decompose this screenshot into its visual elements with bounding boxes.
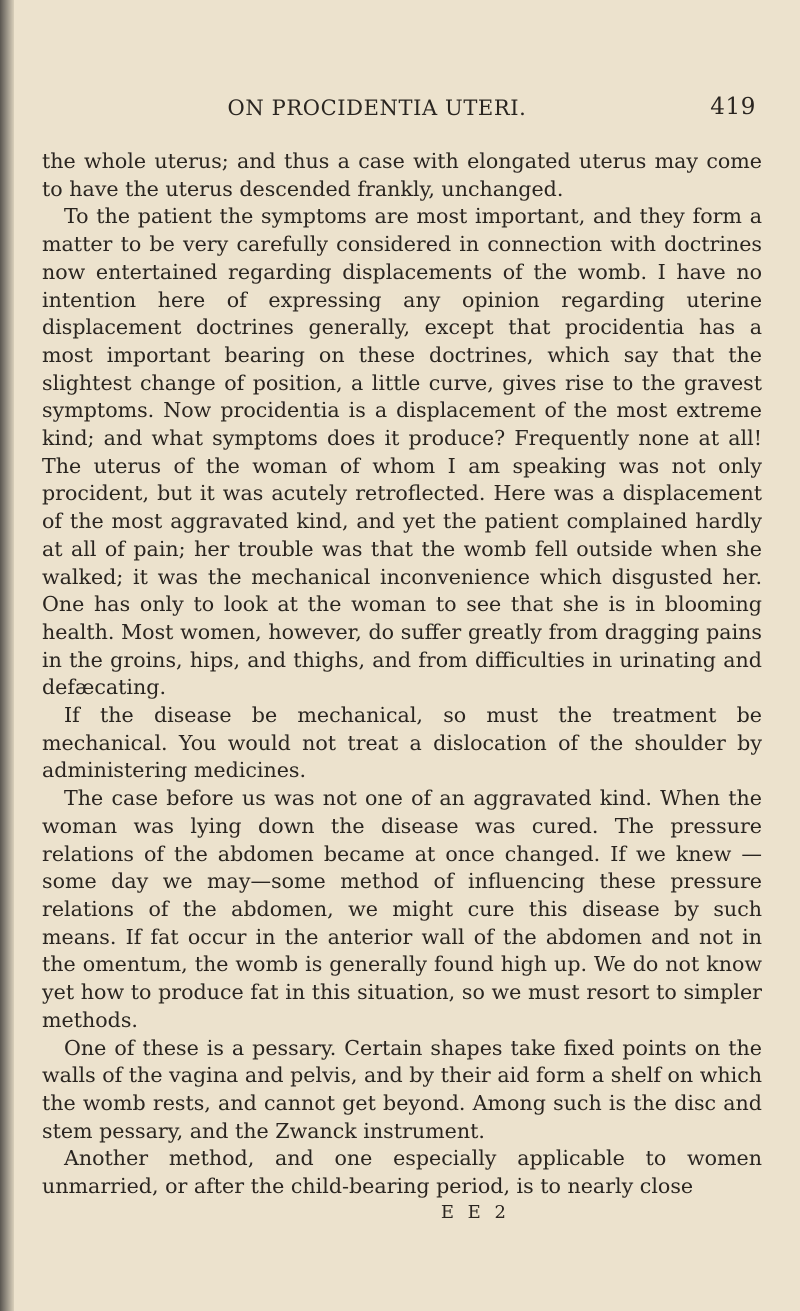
paragraph: The case before us was not one of an aggravated kind. When the woman was lying down the disease was cured. The pressure relations of the abdomen became at once changed. If we knew —some day we may—some method of influencing these pressure relations of the abdomen, we might cure this disease by such means. If fat occur in the anterior wall of the abdomen and not in the omentum, the womb is generally found high up. We do not know yet how to produce fat in this situation, so we must resort to simpler methods. [42,786,762,1032]
paragraph: the whole uterus; and thus a case with elongated uterus may come to have the uterus descended frankly, unchanged. [42,149,762,201]
book-page [42,96,762,1223]
paragraph: If the disease be mechanical, so must the treatment be mechanical. You would not treat a dislocation of the shoulder by administering medicines. [42,703,762,783]
binding-gutter [0,0,14,1311]
running-title: ON PROCIDENTIA UTERI. [227,96,527,120]
paragraph: To the patient the symptoms are most important, and they form a matter to be very carefully considered in connection with doctrines now entertained regarding displacements of the womb. I have no intention here of expressing any opinion regarding uterine displacement doctrines generally, except that procidentia has a most important bearing on these doctrines, which say that the slightest change of position, a little curve, gives rise to the gravest symptoms. Now procidentia is a displacement of the most extreme kind; and what symptoms does it produce? Frequently none at all! The uterus of the woman of whom I am speaking was not only procident, but it was acutely retroflected. Here was a displacement of the most aggravated kind, and yet the patient complained hardly at all of pain; her trouble was that the womb fell outside when she walked; it was the mechanical inconvenience which disgusted her. One has only to look at the woman to see that she is in blooming health. Most women, however, do suffer greatly from dragging pains in the groins, hips, and thighs, and from difficulties in urinating and defæcating. [42,204,762,700]
paragraph: One of these is a pessary. Certain shapes take fixed points on the walls of the vagina and pelvis, and by their aid form a shelf on which the womb rests, and cannot get beyond. Among such is the disc and stem pessary, and the Zwanck instrument. [42,1035,762,1143]
page-number: 419 [710,94,756,120]
printer-signature-mark: E E 2 [440,1201,510,1223]
page-header [42,96,762,130]
body-text [42,148,762,1201]
paragraph: Another method, and one especially applicable to women unmarried, or after the child-bearing period, is to nearly close [42,1146,762,1199]
